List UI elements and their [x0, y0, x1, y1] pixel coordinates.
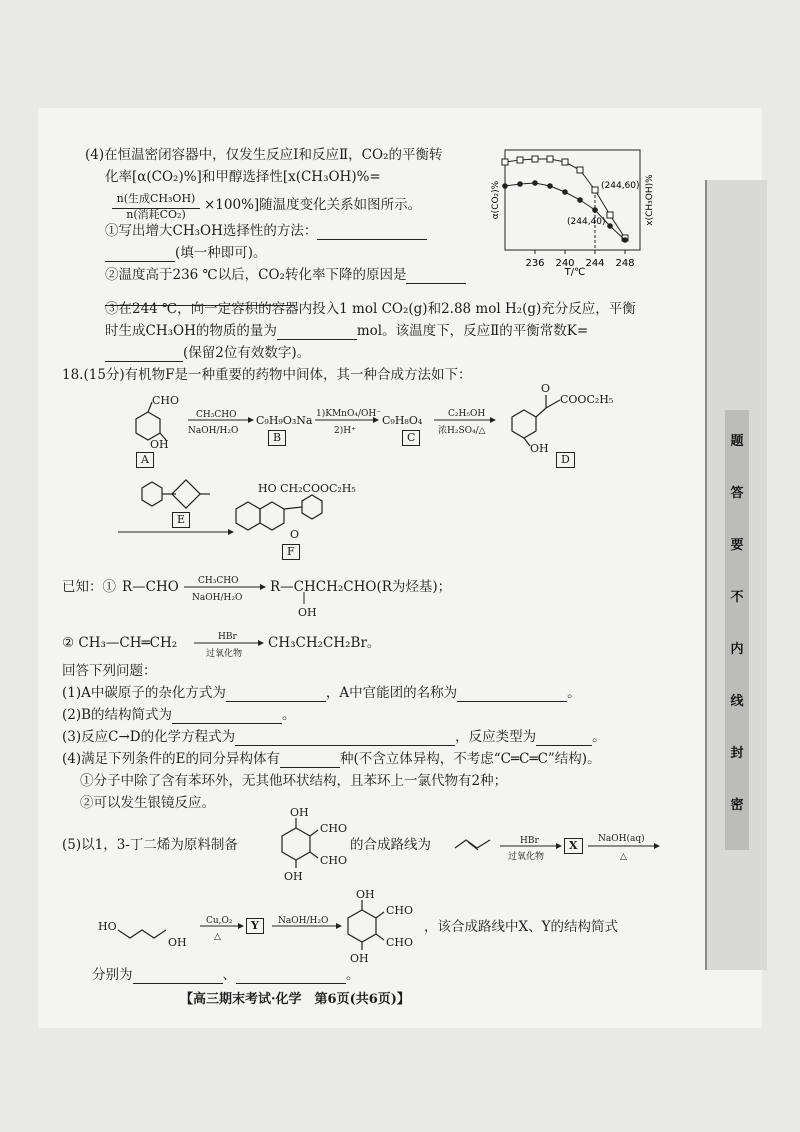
step-peroxide: 过氧化物	[508, 852, 545, 862]
step-naoh-h2o: NaOH/H₂O	[278, 916, 329, 926]
target-cho-2: CHO	[320, 854, 348, 867]
answer-blank[interactable]	[235, 731, 455, 746]
label-E: E	[172, 512, 190, 528]
binding-strip	[705, 180, 767, 970]
product-cho-2: CHO	[386, 936, 414, 949]
q17-p4-line1: (4)在恒温密闭容器中，仅发生反应Ⅰ和反应Ⅱ，CO₂的平衡转	[85, 147, 443, 163]
target-oh-top: OH	[290, 806, 309, 819]
r3-top: C₂H₅OH	[448, 409, 486, 419]
known1-bottom: NaOH/H₂O	[192, 593, 243, 603]
q18-heading: 18.(15分)有机物F是一种重要的药物中间体，其一种合成方法如下：	[62, 367, 472, 383]
condition-2: ②可以发生银镜反应。	[80, 795, 215, 811]
butanediol-structure	[118, 930, 166, 938]
fraction-numerator: n(生成CH₃OH)	[112, 190, 200, 209]
q18-5-tail: ，该合成路线中X、Y的结构简式	[424, 919, 619, 935]
target-cho-1: CHO	[320, 822, 348, 835]
answer-header: 回答下列问题：	[62, 663, 157, 679]
q17-sub2: ②温度高于236 ℃以后，CO₂转化率下降的原因是	[105, 266, 466, 284]
answer-blank[interactable]	[536, 731, 592, 746]
q18-5-start: (5)以1，3-丁二烯为原料制备	[62, 837, 238, 853]
q18-2: (2)B的结构简式为 。	[62, 707, 296, 723]
point-annotation: (244,40)	[567, 217, 606, 227]
diol-ho: HO	[98, 920, 117, 933]
product-oh-top: OH	[356, 888, 375, 901]
step-hbr: HBr	[520, 836, 539, 846]
r3-bottom: 浓H₂SO₄/△	[438, 426, 486, 436]
x-tick-label: 248	[615, 258, 635, 269]
step-delta: △	[620, 852, 627, 862]
x-tick-label: 244	[585, 258, 605, 269]
D-oh: OH	[530, 442, 549, 455]
ring-product	[348, 910, 376, 942]
ring-F1	[236, 502, 260, 530]
q18-4: (4)满足下列条件的E的同分异构体有 种(不含立体异构，不考虑“C═C═C”结构)。	[62, 751, 601, 767]
answer-blank[interactable]	[172, 709, 282, 724]
answer-blank[interactable]	[280, 753, 340, 768]
condition-1: ①分子中除了含有苯环外，无其他环状结构，且苯环上一氯代物有2种；	[80, 773, 508, 789]
point-annotation: (244,60)	[601, 181, 640, 191]
known2-top: HBr	[218, 632, 237, 642]
step-cu: Cu,O₂	[206, 916, 233, 926]
known1-top: CH₃CHO	[198, 576, 239, 586]
ring-E	[142, 482, 162, 506]
known2-bottom: 过氧化物	[206, 649, 243, 659]
F-carbonyl-o: O	[290, 528, 300, 541]
C-formula: C₉H₈O₄	[382, 414, 423, 427]
diol-oh: OH	[168, 936, 187, 949]
B-formula: C₉H₉O₃Na	[256, 414, 313, 427]
answer-blank[interactable]	[226, 687, 326, 702]
x-tick-label: 236	[525, 258, 545, 269]
ring-target	[282, 828, 310, 860]
x-axis-label: T/℃	[564, 267, 586, 278]
q18-1: (1)A中碳原子的杂化方式为 ，A中官能团的名称为 。	[62, 685, 581, 701]
product-cho-1: CHO	[386, 904, 414, 917]
ring-F2	[260, 502, 284, 530]
box-X: X	[564, 838, 583, 854]
known2-product: CH₃CH₂CH₂Br。	[268, 635, 381, 651]
label-A: A	[136, 452, 154, 468]
q17-p4-line2: 化率[α(CO₂)%]和甲醇选择性[x(CH₃OH)%=	[105, 169, 381, 185]
label-F: F	[282, 544, 300, 560]
box-Y: Y	[246, 918, 264, 934]
seal-char: 密	[730, 798, 744, 813]
q17-sub1b: (填一种即可)。	[105, 244, 267, 262]
D-ketone-o: O	[541, 382, 551, 395]
label-D: D	[556, 452, 575, 468]
q17-sub3a: ③在244 ℃，向一定容积的容器内投入1 mol CO₂(g)和2.88 mol H₂(g)充分反应，平衡	[105, 301, 636, 317]
known1-product: R—CHCH₂CHO(R为烃基)；	[270, 579, 452, 595]
ring-F3	[302, 495, 322, 519]
x-tick-label: 240	[555, 258, 575, 269]
known1-reactant: R—CHO	[122, 579, 179, 595]
answer-blank[interactable]	[133, 969, 223, 984]
r2-top: 1)KMnO₄/OH⁻	[316, 409, 381, 419]
seal-char: 内	[730, 642, 744, 657]
answer-blank[interactable]	[457, 687, 567, 702]
q17-sub3d: (保留2位有效数字)。	[105, 344, 310, 362]
q18-5-tail2: 分别为 、 。	[92, 967, 360, 983]
known2-reactant: ② CH₃—CH═CH₂	[62, 635, 178, 651]
fraction-denominator: n(消耗CO₂)	[126, 208, 186, 221]
seal-char: 不	[730, 590, 744, 605]
A-oh: OH	[150, 438, 169, 451]
target-oh-bottom: OH	[284, 870, 303, 883]
ring-D	[512, 410, 536, 438]
q17-p4-line3: ×100%]随温度变化关系如图所示。	[204, 197, 422, 213]
seal-char: 要	[730, 538, 744, 553]
r1-top: CH₃CHO	[196, 410, 237, 420]
F-top-groups: HO CH₂COOC₂H₅	[258, 482, 356, 495]
A-cho: CHO	[152, 394, 180, 407]
seal-char: 线	[730, 694, 744, 709]
page-footer: 【高三期末考试·化学 第6页(共6页)】	[180, 992, 410, 1007]
label-B: B	[268, 430, 286, 446]
D-ester: COOC₂H₅	[560, 393, 614, 406]
left-axis-label: α(CO₂)%	[491, 180, 501, 220]
known1-oh: OH	[298, 606, 317, 619]
label-C: C	[402, 430, 420, 446]
step-delta-2: △	[214, 932, 221, 942]
q18-5-route: 的合成路线为	[350, 837, 431, 853]
product-oh-bottom: OH	[350, 952, 369, 965]
seal-char: 题	[730, 434, 744, 449]
right-axis-label: x(CH₃OH)%	[645, 174, 655, 226]
seal-char: 封	[730, 746, 744, 761]
seal-column	[725, 410, 749, 850]
known-label: 已知：①	[62, 579, 116, 595]
q18-3: (3)反应C→D的化学方程式为 ，反应类型为 。	[62, 729, 606, 745]
q17-sub3b: 时生成CH₃OH的物质的量为 mol。该温度下，反应Ⅱ的平衡常数K=	[105, 323, 589, 339]
answer-blank[interactable]	[236, 969, 346, 984]
r1-bottom: NaOH/H₂O	[188, 426, 239, 436]
seal-char: 答	[730, 486, 744, 501]
q17-sub1: ①写出增大CH₃OH选择性的方法：	[105, 222, 427, 240]
r2-bottom: 2)H⁺	[334, 426, 356, 436]
step-naoh: NaOH(aq)	[598, 834, 645, 844]
butadiene-structure	[455, 840, 490, 848]
